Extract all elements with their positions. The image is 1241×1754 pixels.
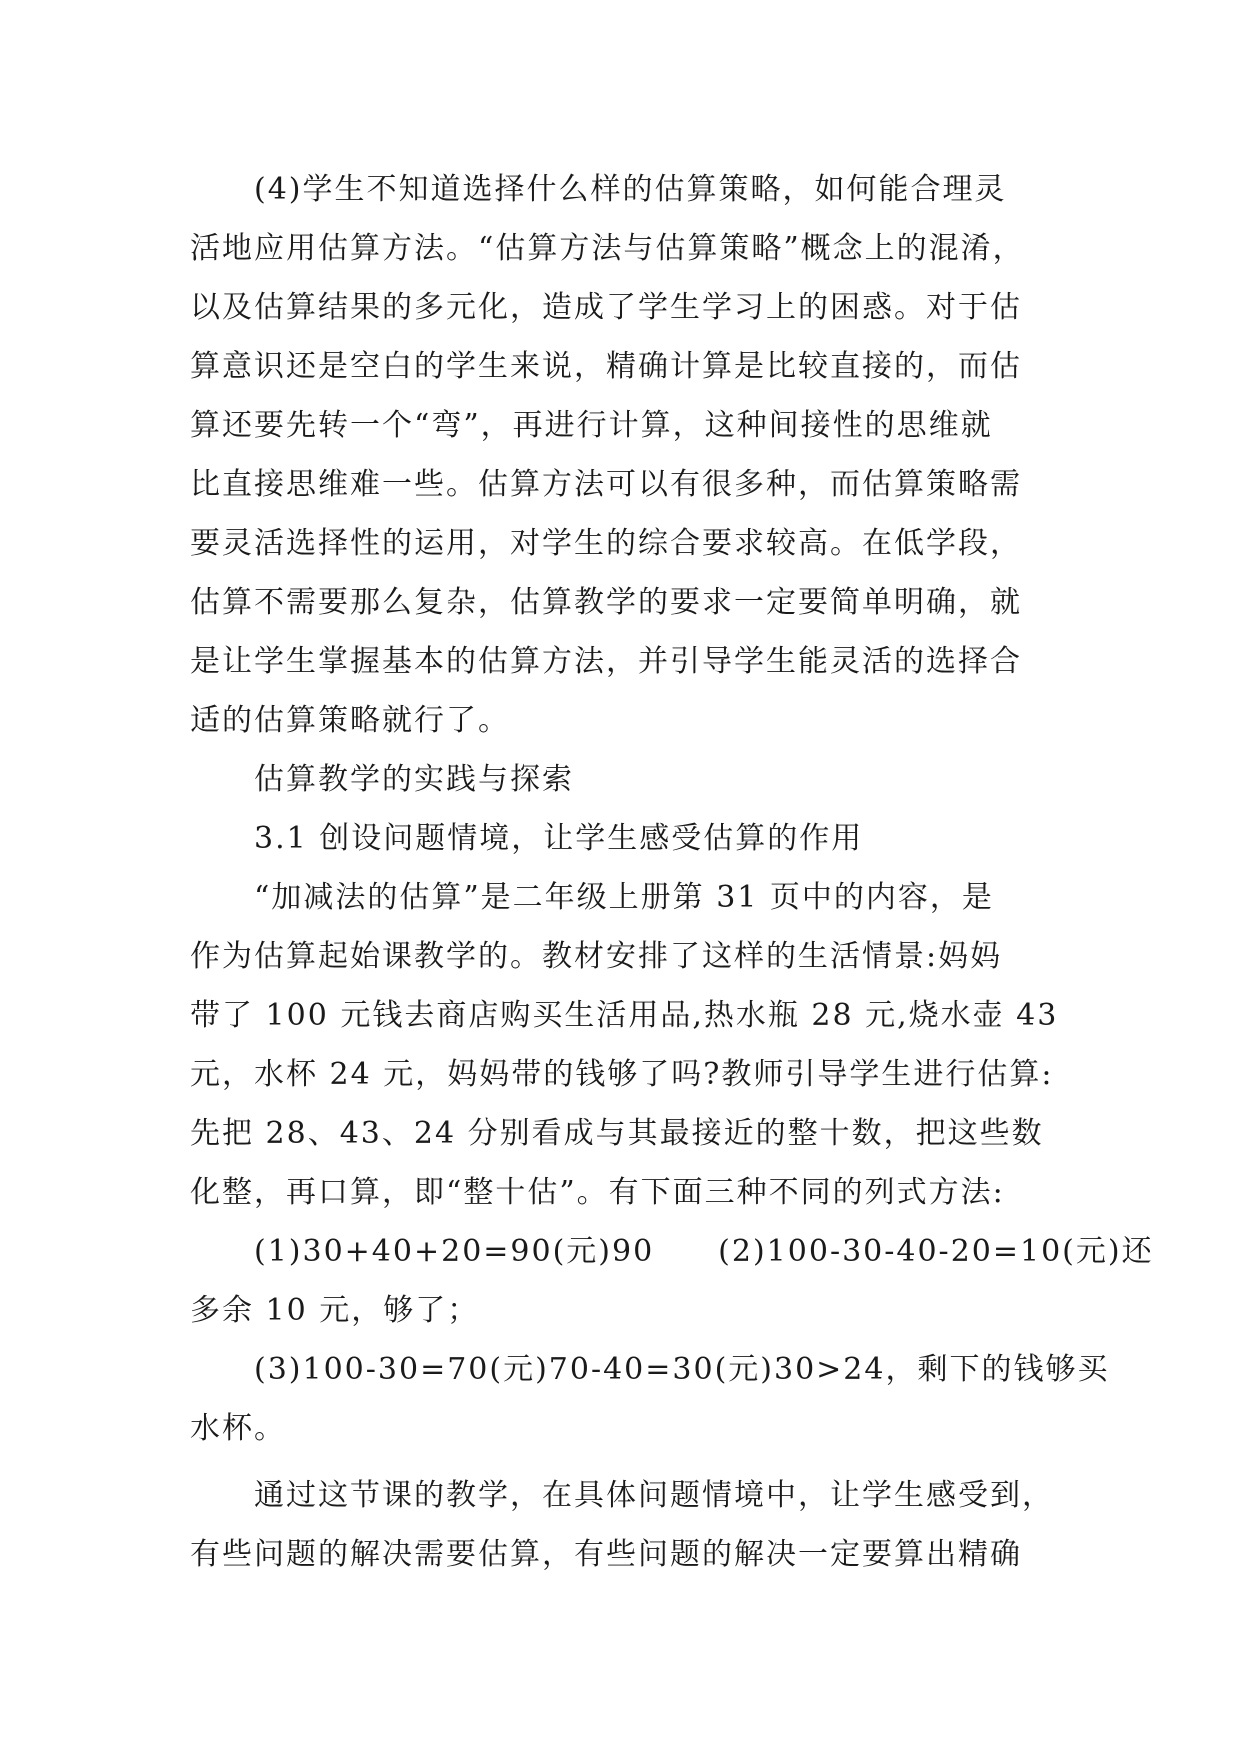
text-line: 活地应用估算方法。“估算方法与估算策略”概念上的混淆，	[190, 231, 1025, 266]
text-line: 有些问题的解决需要估算，有些问题的解决一定要算出精确	[190, 1537, 1022, 1572]
text-line: 算还要先转一个“弯”，再进行计算，这种间接性的思维就	[190, 408, 993, 443]
text-line: (4)学生不知道选择什么样的估算策略，如何能合理灵	[254, 172, 1007, 207]
text-line: 适的估算策略就行了。	[190, 703, 510, 738]
text-line: 水杯。	[190, 1411, 286, 1446]
heading-text: 3.1 创设问题情境，让学生感受估算的作用	[254, 821, 864, 856]
document-body	[190, 160, 1154, 1584]
text-line: 是让学生掌握基本的估算方法，并引导学生能灵活的选择合	[190, 644, 1022, 679]
paragraph-lesson-summary	[190, 1466, 1054, 1584]
text-line: (1)30+40+20=90(元)90 (2)100-30-40-20=10(元)还	[254, 1234, 1154, 1269]
text-line: 元，水杯 24 元，妈妈带的钱够了吗?教师引导学生进行估算:	[190, 1057, 1054, 1092]
text-line: 算意识还是空白的学生来说，精确计算是比较直接的，而估	[190, 349, 1022, 384]
text-line: 通过这节课的教学，在具体问题情境中，让学生感受到，	[254, 1478, 1054, 1513]
text-line: 先把 28、43、24 分别看成与其最接近的整十数，把这些数	[190, 1116, 1044, 1151]
text-line: 估算不需要那么复杂，估算教学的要求一定要简单明确，就	[190, 585, 1022, 620]
text-line: (3)100-30=70(元)70-40=30(元)30>24，剩下的钱够买	[254, 1352, 1110, 1387]
text-line: 比直接思维难一些。估算方法可以有很多种，而估算策略需	[190, 467, 1022, 502]
paragraph-method-3	[190, 1340, 1110, 1458]
text-line: 带了 100 元钱去商店购买生活用品,热水瓶 28 元,烧水壶 43	[190, 998, 1059, 1033]
paragraph-estimation-strategy	[190, 160, 1050, 750]
heading-text: 估算教学的实践与探索	[254, 762, 574, 797]
text-line: 作为估算起始课教学的。教材安排了这样的生活情景:妈妈	[190, 939, 1003, 974]
section-heading	[190, 750, 1050, 809]
text-line: “加减法的估算”是二年级上册第 31 页中的内容，是	[254, 880, 994, 915]
text-line: 以及估算结果的多元化，造成了学生学习上的困惑。对于估	[190, 290, 1022, 325]
text-line: 化整，再口算，即“整十估”。有下面三种不同的列式方法:	[190, 1175, 1005, 1210]
paragraph-textbook-example	[190, 868, 1059, 1222]
paragraph-methods-1-2	[190, 1222, 1154, 1340]
text-line: 多余 10 元，够了；	[190, 1293, 480, 1328]
text-line: 要灵活选择性的运用，对学生的综合要求较高。在低学段，	[190, 526, 1022, 561]
subsection-heading	[190, 809, 1050, 868]
